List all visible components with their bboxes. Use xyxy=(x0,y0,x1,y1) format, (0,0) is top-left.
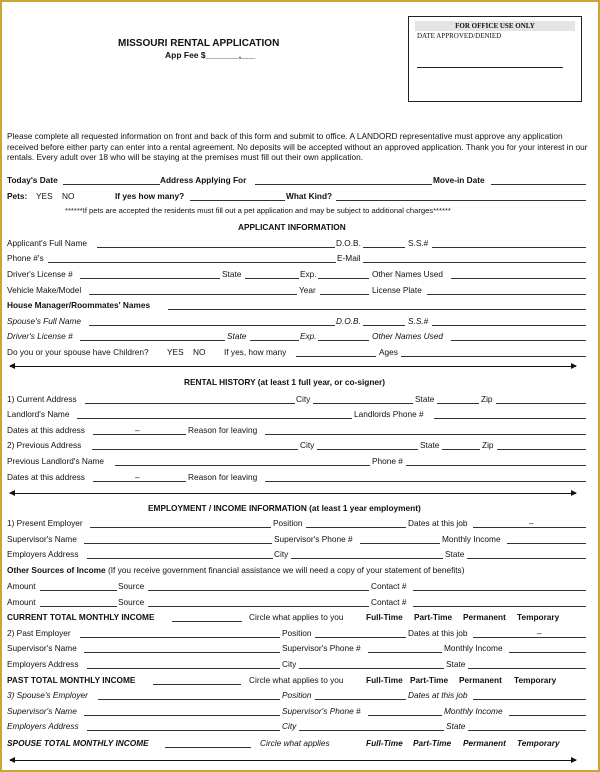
past-supervisor-field[interactable] xyxy=(84,652,280,653)
current-dates-label: Dates at this address xyxy=(7,425,85,435)
past-employer-label: 2) Past Employer xyxy=(7,628,71,638)
spouse-city-field[interactable] xyxy=(299,730,444,731)
current-dates-dash: – xyxy=(135,425,140,435)
past-full-time[interactable]: Full-Time xyxy=(366,675,403,685)
license-field[interactable] xyxy=(80,278,220,279)
todays-date-label: Today's Date xyxy=(7,175,58,185)
spouse-exp-label: Exp. xyxy=(300,331,317,341)
license-exp-field[interactable] xyxy=(318,278,369,279)
spouse-monthly-income-field[interactable] xyxy=(509,715,586,716)
applicant-heading: APPLICANT INFORMATION xyxy=(238,222,346,232)
spouse-supervisor-phone-label: Supervisor's Phone # xyxy=(282,706,361,716)
previous-landlord-field[interactable] xyxy=(115,465,370,466)
form-title: MISSOURI RENTAL APPLICATION xyxy=(118,38,280,49)
source-1-label: Source xyxy=(118,581,145,591)
landlord-phone-label: Landlords Phone # xyxy=(354,409,424,419)
current-total-label: CURRENT TOTAL MONTHLY INCOME xyxy=(7,612,155,622)
previous-reason-field[interactable] xyxy=(265,481,586,482)
spouse-temporary[interactable]: Temporary xyxy=(517,738,560,748)
what-kind-label: What Kind? xyxy=(286,191,333,201)
current-state-label: State xyxy=(415,394,435,404)
spouse-city-label: City xyxy=(282,721,297,731)
past-supervisor-phone-field[interactable] xyxy=(368,652,442,653)
office-date-line[interactable] xyxy=(417,67,563,68)
supervisor-label: Supervisor's Name xyxy=(7,534,77,544)
spouse-part-time[interactable]: Part-Time xyxy=(413,738,452,748)
previous-address-field[interactable] xyxy=(92,449,298,450)
employer-address-field[interactable] xyxy=(87,558,273,559)
current-state-field[interactable] xyxy=(437,403,479,404)
todays-date-field[interactable] xyxy=(63,184,160,185)
spouse-exp-field[interactable] xyxy=(318,340,369,341)
past-supervisor-phone-label: Supervisor's Phone # xyxy=(282,643,361,653)
past-supervisor-label: Supervisor's Name xyxy=(7,643,77,653)
previous-phone-label: Phone # xyxy=(372,456,403,466)
spouse-position-label: Position xyxy=(282,690,312,700)
app-fee[interactable]: App Fee $_______,___ xyxy=(165,50,256,60)
current-address-label: 1) Current Address xyxy=(7,394,77,404)
current-zip-field[interactable] xyxy=(496,403,586,404)
previous-state-label: State xyxy=(420,440,440,450)
past-city-field[interactable] xyxy=(299,668,444,669)
rental-history-heading: RENTAL HISTORY (at least 1 full year, or co-signer) xyxy=(184,377,386,387)
office-use-heading: FOR OFFICE USE ONLY xyxy=(415,21,575,31)
spouse-supervisor-field[interactable] xyxy=(84,715,280,716)
spouse-state-field[interactable] xyxy=(468,730,586,731)
source-2-label: Source xyxy=(118,597,145,607)
dob-field[interactable] xyxy=(363,247,405,248)
present-dates-dash: – xyxy=(529,518,534,528)
date-approved-label: DATE APPROVED/DENIED xyxy=(417,32,502,40)
spouse-ss-field[interactable] xyxy=(432,325,586,326)
children-yes[interactable]: YES xyxy=(167,347,184,357)
past-state-field[interactable] xyxy=(468,668,586,669)
children-question: Do you or your spouse have Children? xyxy=(7,347,149,357)
past-employer-field[interactable] xyxy=(80,637,280,638)
address-applying-field[interactable] xyxy=(255,184,432,185)
spouse-position-field[interactable] xyxy=(315,699,406,700)
previous-zip-field[interactable] xyxy=(497,449,586,450)
full-name-field[interactable] xyxy=(97,247,335,248)
house-manager-label: House Manager/Roommates' Names xyxy=(7,300,151,310)
contact-1-field[interactable] xyxy=(413,590,586,591)
license-state-label: State xyxy=(222,269,242,279)
license-label: Driver's License # xyxy=(7,269,73,279)
office-use-box xyxy=(408,16,582,102)
current-reason-field[interactable] xyxy=(265,434,586,435)
supervisor-phone-field[interactable] xyxy=(360,543,440,544)
contact-2-label: Contact # xyxy=(371,597,407,607)
employer-state-label: State xyxy=(445,549,465,559)
past-city-label: City xyxy=(282,659,297,669)
contact-2-field[interactable] xyxy=(413,606,586,607)
amount-1-field[interactable] xyxy=(40,590,117,591)
other-sources-line: Other Sources of Income (If you receive government financial assistance we will need a copy of your statement of benefits) xyxy=(7,565,465,575)
monthly-income-field[interactable] xyxy=(507,543,586,544)
employer-city-label: City xyxy=(274,549,289,559)
spouse-license-field[interactable] xyxy=(80,340,225,341)
license-plate-label: License Plate xyxy=(372,285,422,295)
current-full-time[interactable]: Full-Time xyxy=(366,612,403,622)
current-total-field[interactable] xyxy=(172,621,242,622)
section-divider xyxy=(10,760,576,761)
present-position-field[interactable] xyxy=(306,527,406,528)
email-label: E-Mail xyxy=(337,253,361,263)
pets-no[interactable]: NO xyxy=(62,191,75,201)
vehicle-year-field[interactable] xyxy=(320,294,369,295)
past-dates-dash: – xyxy=(537,628,542,638)
intro-paragraph: Please complete all requested information on front and back of this form and submit to office. A LANDORD representative must approve any application received before either party can enter into a rental agreement. No deposits will be accepted without an approved application. Thank you for your interest in our rentals. Every adult over 18 who will be staying at the premises must fill out their own application. xyxy=(7,131,588,162)
previous-reason-label: Reason for leaving xyxy=(188,472,258,482)
spouse-full-time[interactable]: Full-Time xyxy=(366,738,403,748)
past-total-label: PAST TOTAL MONTHLY INCOME xyxy=(7,675,136,685)
contact-1-label: Contact # xyxy=(371,581,407,591)
previous-state-field[interactable] xyxy=(442,449,480,450)
current-address-field[interactable] xyxy=(85,403,295,404)
current-part-time[interactable]: Part-Time xyxy=(414,612,453,622)
spouse-state-label: State xyxy=(227,331,247,341)
spouse-license-label: Driver's License # xyxy=(7,331,73,341)
employer-city-field[interactable] xyxy=(291,558,443,559)
current-temporary[interactable]: Temporary xyxy=(517,612,560,622)
ss-label: S.S.# xyxy=(408,238,429,248)
ss-field[interactable] xyxy=(432,247,586,248)
spouse-dates-field[interactable] xyxy=(473,699,586,700)
current-circle-label: Circle what applies to you xyxy=(249,612,344,622)
previous-city-label: City xyxy=(300,440,315,450)
pets-how-many-label: If yes how many? xyxy=(115,191,185,201)
landlord-name-label: Landlord's Name xyxy=(7,409,70,419)
supervisor-field[interactable] xyxy=(84,543,272,544)
source-2-field[interactable] xyxy=(148,606,369,607)
spouse-name-field[interactable] xyxy=(89,325,335,326)
other-names-label: Other Names Used xyxy=(372,269,444,279)
present-position-label: Position xyxy=(273,518,303,528)
children-ages-label: Ages xyxy=(379,347,398,357)
employer-address-label: Employers Address xyxy=(7,549,79,559)
previous-city-field[interactable] xyxy=(317,449,418,450)
house-manager-field[interactable] xyxy=(168,309,586,310)
spouse-dob-field[interactable] xyxy=(363,325,405,326)
spouse-state-label: State xyxy=(446,721,466,731)
previous-phone-field[interactable] xyxy=(406,465,586,466)
dob-label: D.O.B. xyxy=(336,238,361,248)
previous-landlord-label: Previous Landlord's Name xyxy=(7,456,105,466)
spouse-permanent[interactable]: Permanent xyxy=(463,738,506,748)
past-position-field[interactable] xyxy=(315,637,406,638)
past-part-time[interactable]: Part-Time xyxy=(410,675,449,685)
current-reason-label: Reason for leaving xyxy=(188,425,258,435)
spouse-supervisor-phone-field[interactable] xyxy=(368,715,442,716)
children-how-many-field[interactable] xyxy=(296,356,376,357)
spouse-employer-field[interactable] xyxy=(98,699,280,700)
children-how-many-label: If yes, how many xyxy=(224,347,287,357)
spouse-employer-address-label: Employers Address xyxy=(7,721,79,731)
amount-2-label: Amount xyxy=(7,597,36,607)
spouse-other-names-field[interactable] xyxy=(451,340,586,341)
current-city-label: City xyxy=(296,394,311,404)
monthly-income-label: Monthly Income xyxy=(442,534,501,544)
past-employer-address-field[interactable] xyxy=(87,668,280,669)
section-divider xyxy=(10,493,576,494)
supervisor-phone-label: Supervisor's Phone # xyxy=(274,534,353,544)
phone-field[interactable] xyxy=(48,262,336,263)
past-monthly-income-label: Monthly Income xyxy=(444,643,503,653)
spouse-employer-label: 3) Spouse's Employer xyxy=(7,690,88,700)
previous-dates-dash: – xyxy=(135,472,140,482)
pet-note: ******If pets are accepted the residents must fill out a pet application and may be subject to additional charges****** xyxy=(65,206,451,215)
past-employer-address-label: Employers Address xyxy=(7,659,79,669)
previous-address-label: 2) Previous Address xyxy=(7,440,82,450)
move-in-label: Move-in Date xyxy=(433,175,485,185)
phone-label: Phone #'s xyxy=(7,253,44,263)
past-position-label: Position xyxy=(282,628,312,638)
spouse-dob-label: D.O.B. xyxy=(336,316,361,326)
what-kind-field[interactable] xyxy=(336,200,586,201)
spouse-circle-label: Circle what applies xyxy=(260,738,330,748)
spouse-employer-address-field[interactable] xyxy=(87,730,280,731)
vehicle-field[interactable] xyxy=(89,294,297,295)
license-exp-label: Exp. xyxy=(300,269,317,279)
pets-label: Pets: xyxy=(7,191,28,201)
landlord-phone-field[interactable] xyxy=(434,418,586,419)
employer-state-field[interactable] xyxy=(467,558,586,559)
vehicle-label: Vehicle Make/Model xyxy=(7,285,82,295)
amount-2-field[interactable] xyxy=(40,606,117,607)
email-field[interactable] xyxy=(363,262,586,263)
past-circle-label: Circle what applies to you xyxy=(249,675,344,685)
current-zip-label: Zip xyxy=(481,394,493,404)
landlord-name-field[interactable] xyxy=(77,418,352,419)
spouse-monthly-income-label: Monthly Income xyxy=(444,706,503,716)
other-names-field[interactable] xyxy=(451,278,586,279)
spouse-state-field[interactable] xyxy=(250,340,299,341)
spouse-dates-label: Dates at this job xyxy=(408,690,468,700)
pets-yes[interactable]: YES xyxy=(36,191,53,201)
amount-1-label: Amount xyxy=(7,581,36,591)
source-1-field[interactable] xyxy=(148,590,369,591)
children-ages-field[interactable] xyxy=(401,356,586,357)
past-dates-label: Dates at this job xyxy=(408,628,468,638)
present-employer-label: 1) Present Employer xyxy=(7,518,83,528)
past-total-field[interactable] xyxy=(153,684,241,685)
previous-dates-label: Dates at this address xyxy=(7,472,85,482)
present-employer-field[interactable] xyxy=(90,527,271,528)
license-state-field[interactable] xyxy=(245,278,299,279)
spouse-total-label: SPOUSE TOTAL MONTHLY INCOME xyxy=(7,738,149,748)
present-dates-label: Dates at this job xyxy=(408,518,468,528)
past-temporary[interactable]: Temporary xyxy=(514,675,557,685)
license-plate-field[interactable] xyxy=(427,294,586,295)
past-monthly-income-field[interactable] xyxy=(509,652,586,653)
previous-zip-label: Zip xyxy=(482,440,494,450)
current-permanent[interactable]: Permanent xyxy=(463,612,506,622)
move-in-field[interactable] xyxy=(491,184,586,185)
spouse-name-label: Spouse's Full Name xyxy=(7,316,81,326)
section-divider xyxy=(10,366,576,367)
current-city-field[interactable] xyxy=(313,403,413,404)
past-state-label: State xyxy=(446,659,466,669)
past-permanent[interactable]: Permanent xyxy=(459,675,502,685)
full-name-label: Applicant's Full Name xyxy=(7,238,87,248)
spouse-total-field[interactable] xyxy=(165,747,251,748)
employment-heading: EMPLOYMENT / INCOME INFORMATION (at least 1 year employment) xyxy=(148,503,421,513)
spouse-other-names-label: Other Names Used xyxy=(372,331,444,341)
children-no[interactable]: NO xyxy=(193,347,206,357)
pets-how-many-field[interactable] xyxy=(190,200,285,201)
vehicle-year-label: Year xyxy=(299,285,316,295)
spouse-supervisor-label: Supervisor's Name xyxy=(7,706,77,716)
address-applying-label: Address Applying For xyxy=(160,175,247,185)
past-dates-field[interactable] xyxy=(473,637,586,638)
spouse-ss-label: S.S.# xyxy=(408,316,429,326)
